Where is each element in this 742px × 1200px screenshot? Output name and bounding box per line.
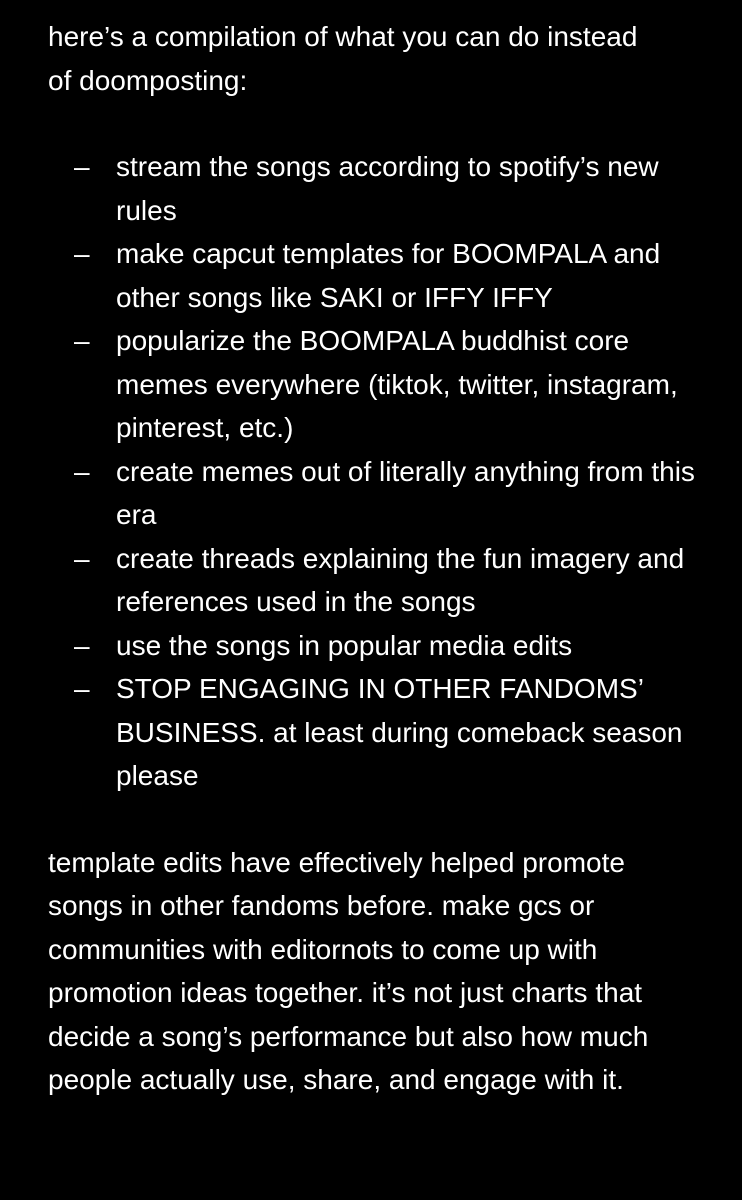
note-body [48, 15, 728, 1102]
list-item-text: make capcut templates for BOOMPALA and other songs like SAKI or IFFY IFFY [116, 238, 661, 313]
list-item [48, 450, 728, 537]
list-item [48, 624, 728, 668]
dash-bullet: – [74, 673, 90, 704]
intro-text: here’s a compilation of what you can do instead of doomposting: [48, 21, 638, 96]
list-item-text: stream the songs according to spotify’s new rules [116, 151, 659, 226]
dash-bullet: – [74, 455, 90, 487]
list-item-text: create memes out of literally anything from this era [116, 455, 695, 530]
outro-text: template edits have effectively helped promote songs in other fandoms before. make gcs or communities with editornots to come up with promotion ideas together. it’s not just charts that decide a song’s performance but also how much people actually use, share, and engage with it. [48, 846, 649, 1095]
list-item [48, 145, 728, 232]
list-item [48, 667, 728, 798]
list-item-text: popularize the BOOMPALA buddhist core memes everywhere (tiktok, twitter, instagram, pinterest, etc.) [116, 325, 678, 443]
list-item-text: STOP ENGAGING IN OTHER FANDOMS’ BUSINESS. at least during comeback season please [116, 673, 683, 791]
list-item-text: use the songs in popular media edits [116, 629, 573, 661]
list-item-text: create threads explaining the fun imagery and references used in the songs [116, 542, 685, 617]
dash-bullet: – [74, 629, 90, 661]
list-item [48, 537, 728, 624]
dash-bullet: – [74, 542, 90, 574]
dash-bullet: – [74, 325, 90, 356]
list-item [48, 319, 728, 450]
suggestion-list [48, 145, 728, 798]
dash-bullet: – [74, 151, 90, 182]
list-item [48, 232, 728, 319]
dash-bullet: – [74, 238, 90, 269]
